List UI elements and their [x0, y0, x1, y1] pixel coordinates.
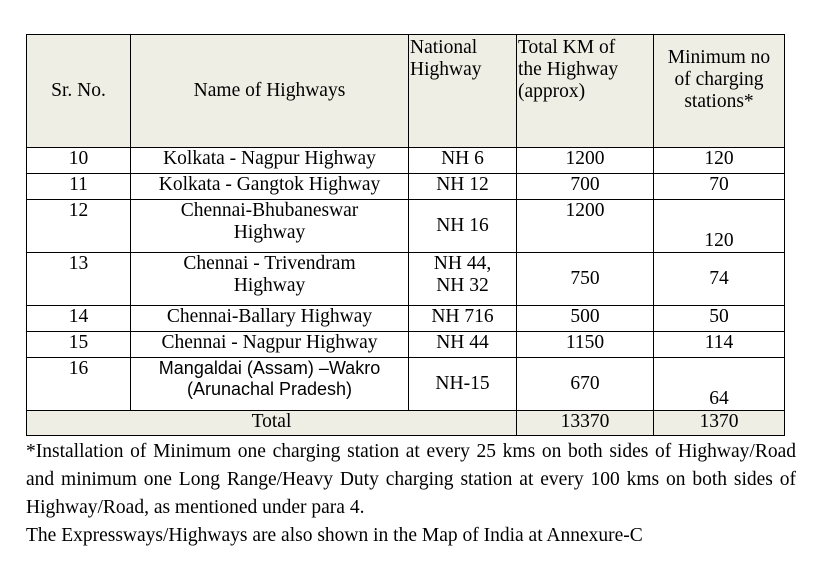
- cell-total-km: 1200: [517, 148, 654, 174]
- table-row: [27, 174, 785, 200]
- cell-total-km: 500: [517, 306, 654, 332]
- highways-table: [26, 34, 785, 436]
- header-national-highway: National Highway: [409, 35, 517, 148]
- cell-total-km: 1150: [517, 332, 654, 358]
- cell-sr-no: 13: [27, 253, 131, 306]
- cell-sr-no: 15: [27, 332, 131, 358]
- header-total-km: Total KM of the Highway (approx): [517, 35, 654, 148]
- table-row: [27, 332, 785, 358]
- cell-national-highway: NH 44, NH 32: [409, 253, 517, 306]
- cell-national-highway: NH-15: [409, 358, 517, 411]
- table-notes: [26, 438, 796, 550]
- cell-national-highway: NH 716: [409, 306, 517, 332]
- total-label: Total: [27, 411, 517, 436]
- table-row: [27, 148, 785, 174]
- annexure-note: The Expressways/Highways are also shown in the Map of India at Annexure-C: [26, 525, 643, 546]
- cell-highway-name: Chennai - Trivendram Highway: [131, 253, 409, 306]
- table-row: [27, 200, 785, 253]
- cell-highway-name: Mangaldai (Assam) –Wakro (Arunachal Pradesh): [131, 358, 409, 411]
- cell-min-stations: 114: [654, 332, 785, 358]
- cell-min-stations: 64: [654, 358, 785, 411]
- cell-sr-no: 11: [27, 174, 131, 200]
- cell-national-highway: NH 44: [409, 332, 517, 358]
- table-row: [27, 253, 785, 306]
- table-row: [27, 358, 785, 411]
- total-km: 13370: [517, 411, 654, 436]
- table-row: [27, 306, 785, 332]
- cell-total-km: 750: [517, 253, 654, 306]
- table-total-row: [27, 411, 785, 436]
- document-sheet: [26, 34, 796, 550]
- cell-min-stations: 74: [654, 253, 785, 306]
- header-sr-no: Sr. No.: [27, 35, 131, 148]
- cell-total-km: 1200: [517, 200, 654, 253]
- cell-national-highway: NH 16: [409, 200, 517, 253]
- cell-highway-name: Chennai - Nagpur Highway: [131, 332, 409, 358]
- cell-highway-name: Kolkata - Gangtok Highway: [131, 174, 409, 200]
- cell-sr-no: 10: [27, 148, 131, 174]
- cell-highway-name: Chennai-Bhubaneswar Highway: [131, 200, 409, 253]
- cell-min-stations: 120: [654, 148, 785, 174]
- cell-national-highway: NH 6: [409, 148, 517, 174]
- cell-highway-name: Kolkata - Nagpur Highway: [131, 148, 409, 174]
- cell-total-km: 670: [517, 358, 654, 411]
- header-name-of-highways: Name of Highways: [131, 35, 409, 148]
- cell-min-stations: 70: [654, 174, 785, 200]
- cell-total-km: 700: [517, 174, 654, 200]
- cell-sr-no: 14: [27, 306, 131, 332]
- footnote-text: *Installation of Minimum one charging station at every 25 kms on both sides of Highway/Road and minimum one Long Range/Heavy Duty charging station at every 100 kms on both sides of Highway/Road, as mentioned under para 4.: [26, 441, 796, 518]
- cell-highway-name: Chennai-Ballary Highway: [131, 306, 409, 332]
- cell-national-highway: NH 12: [409, 174, 517, 200]
- cell-min-stations: 50: [654, 306, 785, 332]
- cell-sr-no: 12: [27, 200, 131, 253]
- table-header-row: [27, 35, 785, 148]
- header-minimum-charging-stations: Minimum no of charging stations*: [654, 35, 785, 148]
- total-min-stations: 1370: [654, 411, 785, 436]
- cell-min-stations: 120: [654, 200, 785, 253]
- cell-sr-no: 16: [27, 358, 131, 411]
